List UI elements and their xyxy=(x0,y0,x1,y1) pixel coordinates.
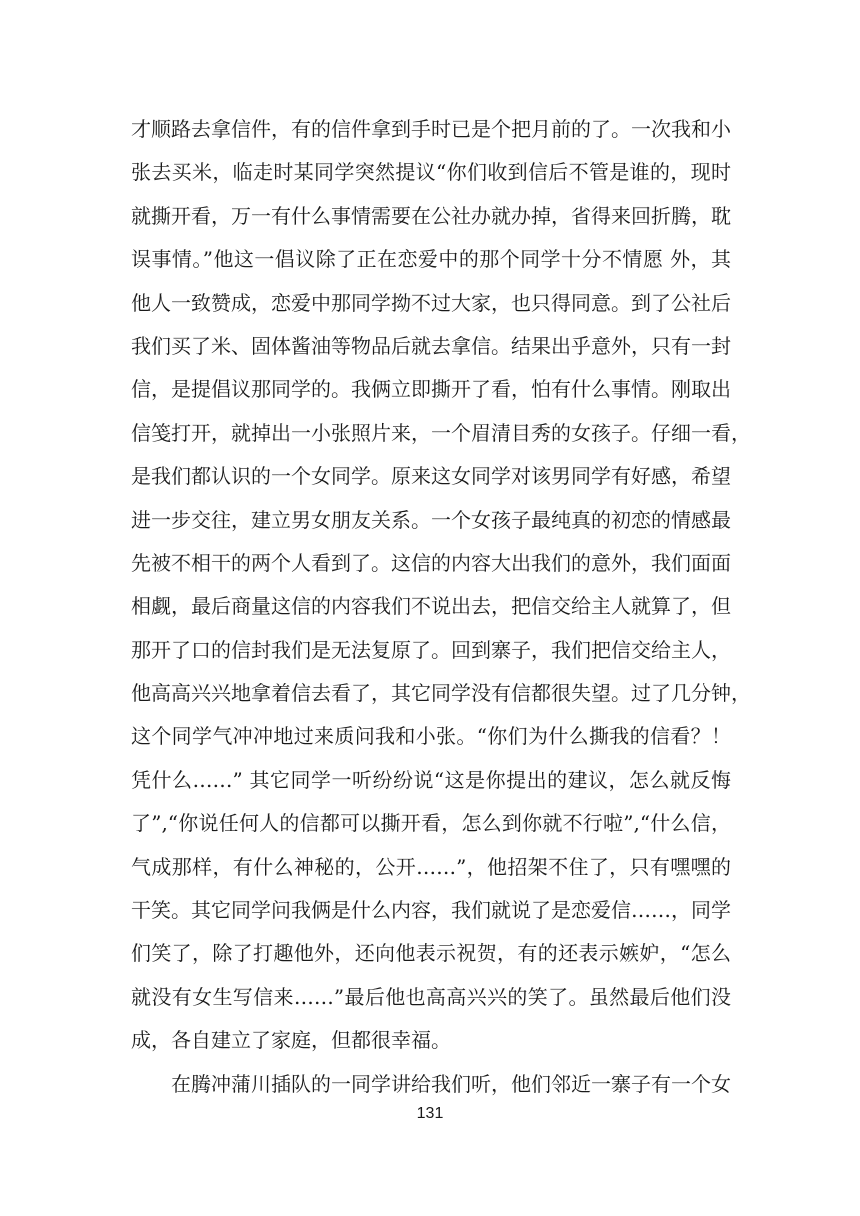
text-line: 张去买米，临走时某同学突然提议“你们收到信后不管是谁的，现时 xyxy=(131,160,731,185)
text-line: 那开了口的信封我们是无法复原了。回到寨子，我们把信交给主人， xyxy=(131,637,731,662)
text-line: 就撕开看，万一有什么事情需要在公社办就办掉，省得来回折腾，耽 xyxy=(131,203,731,228)
text-line: 相觑，最后商量这信的内容我们不说出去，把信交给主人就算了，但 xyxy=(131,594,731,619)
text-line: 们笑了，除了打趣他外，还向他表示祝贺，有的还表示嫉妒，“怎么 xyxy=(131,941,731,966)
text-line: 他高高兴兴地拿着信去看了，其它同学没有信都很失望。过了几分钟， xyxy=(131,681,751,706)
text-line: 信，是提倡议那同学的。我俩立即撕开了看，怕有什么事情。刚取出 xyxy=(131,377,731,402)
text-line: 才顺路去拿信件，有的信件拿到手时已是个把月前的了。一次我和小 xyxy=(131,117,731,141)
text-line: 先被不相干的两个人看到了。这信的内容大出我们的意外，我们面面 xyxy=(131,550,731,575)
body-text xyxy=(131,108,751,1106)
text-line: 是我们都认识的一个女同学。原来这女同学对该男同学有好感，希望 xyxy=(131,464,731,489)
text-line: 干笑。其它同学问我俩是什么内容，我们就说了是恋爱信……，同学 xyxy=(131,898,731,923)
text-line: 信笺打开，就掉出一小张照片来，一个眉清目秀的女孩子。仔细一看， xyxy=(131,420,751,445)
text-line: 就没有女生写信来……”最后他也高高兴兴的笑了。虽然最后他们没 xyxy=(131,984,731,1009)
text-line: 了”,“你说任何人的信都可以撕开看，怎么到你就不行啦”,“什么信， xyxy=(131,811,731,836)
text-line: 他人一致赞成，恋爱中那同学拗不过大家，也只得同意。到了公社后 xyxy=(131,290,731,315)
text-line: 误事情。”他这一倡议除了正在恋爱中的那个同学十分不情愿 外，其 xyxy=(131,247,731,272)
text-line: 这个同学气冲冲地过来质问我和小张。“你们为什么撕我的信看？！ xyxy=(131,724,731,749)
text-line: 进一步交往，建立男女朋友关系。一个女孩子最纯真的初恋的情感最 xyxy=(131,507,731,532)
paragraph-first-line: 在腾冲蒲川插队的一同学讲给我们听，他们邻近一寨子有一个女 xyxy=(171,1071,731,1096)
text-line: 我们买了米、固体酱油等物品后就去拿信。结果出乎意外，只有一封 xyxy=(131,333,731,358)
text-line: 气成那样，有什么神秘的，公开……”，他招架不住了，只有嘿嘿的 xyxy=(131,854,731,879)
page-number: 131 xyxy=(416,1105,444,1122)
text-line: 凭什么……” 其它同学一听纷纷说“这是你提出的建议，怎么就反悔 xyxy=(131,767,731,792)
paragraph-last-line: 成，各自建立了家庭，但都很幸福。 xyxy=(131,1028,451,1053)
